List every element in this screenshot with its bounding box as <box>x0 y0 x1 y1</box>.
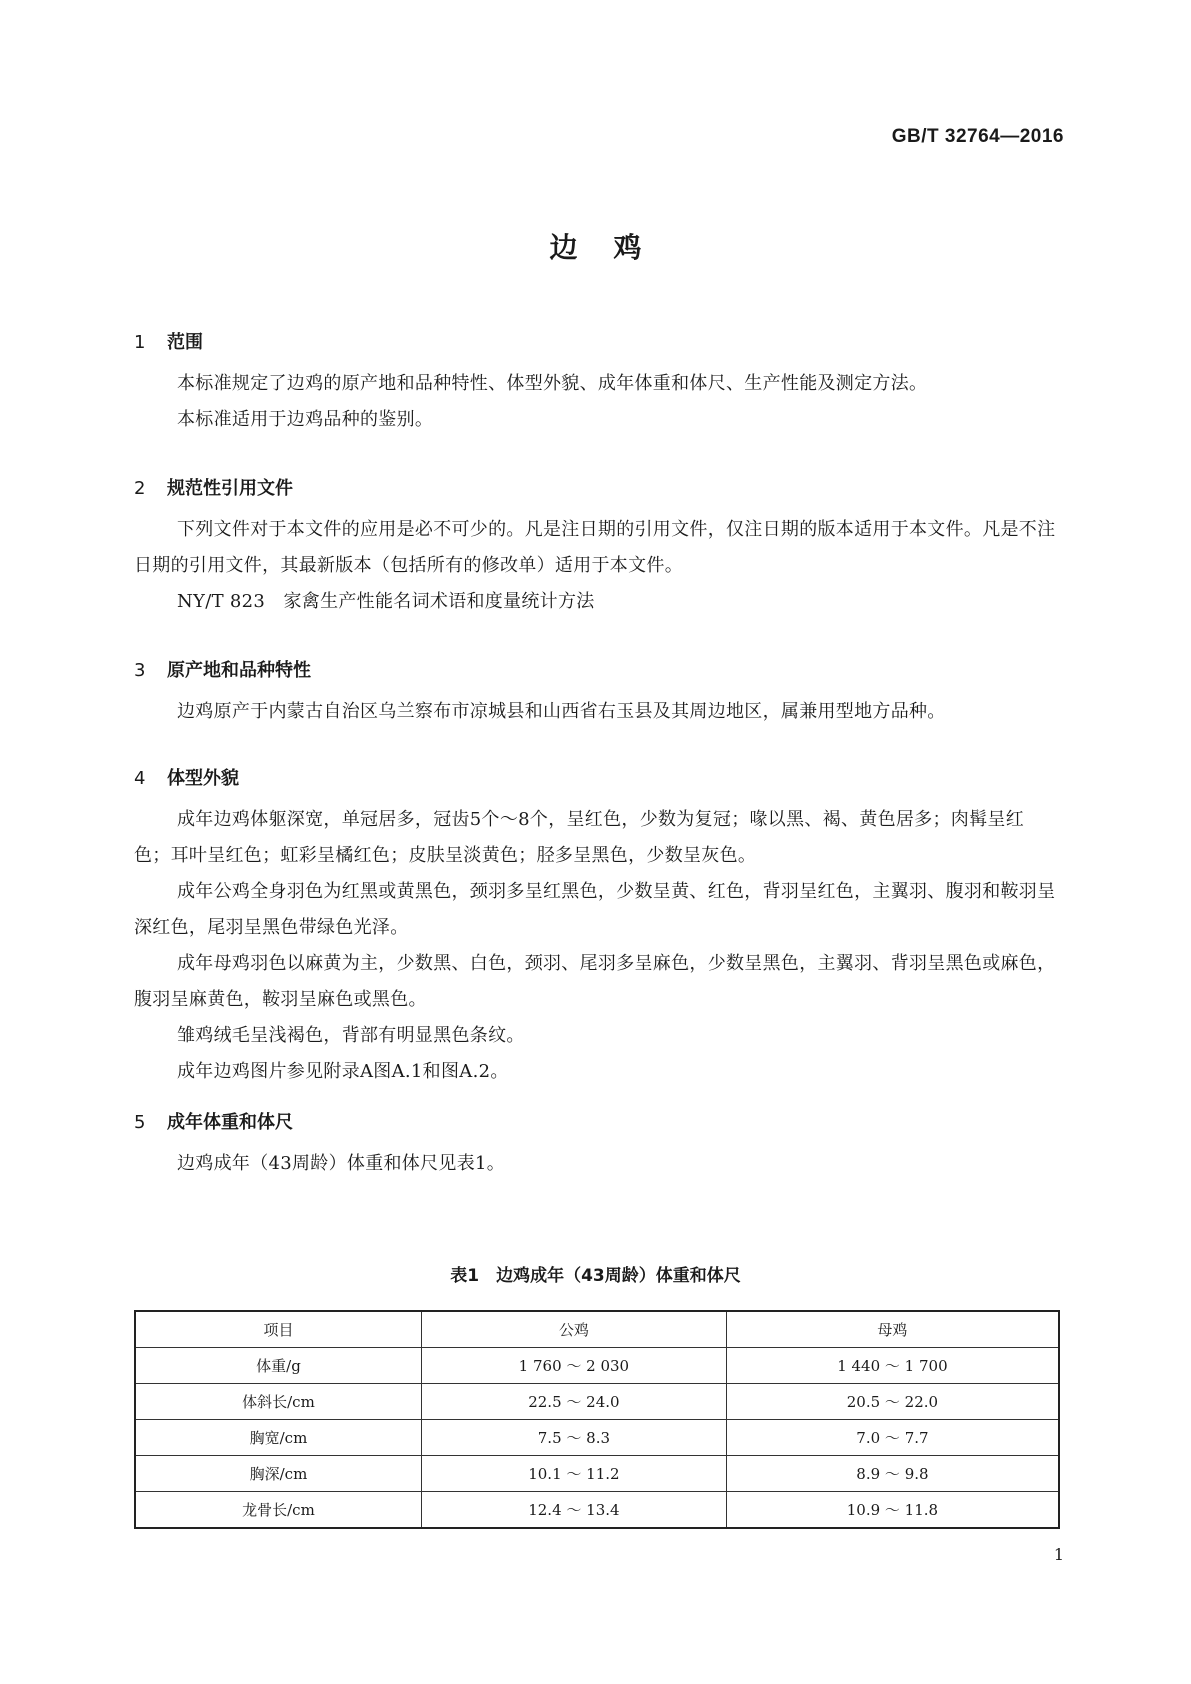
table-cell: 体重/g <box>135 1348 421 1384</box>
table-cell: 7.5 ～ 8.3 <box>421 1420 726 1456</box>
table-header-cell: 项目 <box>135 1311 421 1348</box>
section-1-heading <box>134 328 203 354</box>
table-cell: 22.5 ～ 24.0 <box>421 1384 726 1420</box>
section-2-body <box>134 512 1059 620</box>
paragraph: 成年母鸡羽色以麻黄为主，少数黑、白色，颈羽、尾羽多呈麻色，少数呈黑色，主翼羽、背羽呈黑色或麻色，腹羽呈麻黄色，鞍羽呈麻色或黑色。 <box>134 953 1056 1010</box>
table-row <box>135 1348 1059 1384</box>
section-number: 3 <box>134 660 146 681</box>
table-row <box>135 1492 1059 1529</box>
paragraph: 本标准适用于边鸡品种的鉴别。 <box>177 409 434 430</box>
table-cell: 龙骨长/cm <box>135 1492 421 1529</box>
section-2-heading <box>134 474 293 500</box>
table-cell: 20.5 ～ 22.0 <box>726 1384 1059 1420</box>
table-row <box>135 1456 1059 1492</box>
paragraph: 本标准规定了边鸡的原产地和品种特性、体型外貌、成年体重和体尺、生产性能及测定方法。 <box>177 373 928 394</box>
table-cell: 7.0 ～ 7.7 <box>726 1420 1059 1456</box>
data-table <box>134 1310 1060 1529</box>
table-cell: 胸宽/cm <box>135 1420 421 1456</box>
table-header-cell: 母鸡 <box>726 1311 1059 1348</box>
table-cell: 体斜长/cm <box>135 1384 421 1420</box>
section-title: 体型外貌 <box>167 768 239 789</box>
table-cell: 胸深/cm <box>135 1456 421 1492</box>
section-4-body <box>134 802 1059 1090</box>
section-5-heading <box>134 1108 293 1134</box>
section-3-body <box>134 694 1059 730</box>
standard-code: GB/T 32764—2016 <box>891 126 1064 147</box>
table-header-cell: 公鸡 <box>421 1311 726 1348</box>
section-title: 原产地和品种特性 <box>167 660 311 681</box>
table-cell: 8.9 ～ 9.8 <box>726 1456 1059 1492</box>
table-header-row <box>135 1311 1059 1348</box>
table-cell: 1 440 ～ 1 700 <box>726 1348 1059 1384</box>
section-number: 1 <box>134 332 146 353</box>
section-title: 规范性引用文件 <box>167 478 293 499</box>
paragraph: 下列文件对于本文件的应用是必不可少的。凡是注日期的引用文件，仅注日期的版本适用于本文件。凡是不注日期的引用文件，其最新版本（包括所有的修改单）适用于本文件。 <box>134 519 1056 576</box>
paragraph: 成年边鸡体躯深宽，单冠居多，冠齿5个～8个，呈红色，少数为复冠；喙以黑、褐、黄色居多；肉髯呈红色；耳叶呈红色；虹彩呈橘红色；皮肤呈淡黄色；胫多呈黑色，少数呈灰色。 <box>134 809 1024 866</box>
section-3-heading <box>134 656 311 682</box>
section-title: 成年体重和体尺 <box>167 1112 293 1133</box>
paragraph: 边鸡原产于内蒙古自治区乌兰察布市凉城县和山西省右玉县及其周边地区，属兼用型地方品种。 <box>177 701 946 722</box>
table-cell: 10.9 ～ 11.8 <box>726 1492 1059 1529</box>
section-5-body <box>134 1146 1059 1182</box>
section-1-body <box>134 366 1059 438</box>
section-number: 2 <box>134 478 146 499</box>
table-row <box>135 1420 1059 1456</box>
table-caption: 表1 边鸡成年（43周龄）体重和体尺 <box>450 1266 741 1286</box>
normative-reference: NY/T 823 家禽生产性能名词术语和度量统计方法 <box>177 591 595 612</box>
table-cell: 1 760 ～ 2 030 <box>421 1348 726 1384</box>
section-4-heading <box>134 764 239 790</box>
section-number: 4 <box>134 768 146 789</box>
paragraph: 成年公鸡全身羽色为红黑或黄黑色，颈羽多呈红黑色，少数呈黄、红色，背羽呈红色，主翼羽、腹羽和鞍羽呈深红色，尾羽呈黑色带绿色光泽。 <box>134 881 1056 938</box>
table-cell: 12.4 ～ 13.4 <box>421 1492 726 1529</box>
section-number: 5 <box>134 1112 146 1133</box>
document-title: 边鸡 <box>549 231 678 264</box>
page-number: 1 <box>1053 1545 1064 1564</box>
paragraph: 边鸡成年（43周龄）体重和体尺见表1。 <box>177 1153 506 1174</box>
table-row <box>135 1384 1059 1420</box>
section-title: 范围 <box>167 332 203 353</box>
paragraph: 雏鸡绒毛呈浅褐色，背部有明显黑色条纹。 <box>177 1025 525 1046</box>
paragraph: 成年边鸡图片参见附录A图A.1和图A.2。 <box>177 1061 509 1082</box>
table-cell: 10.1 ～ 11.2 <box>421 1456 726 1492</box>
